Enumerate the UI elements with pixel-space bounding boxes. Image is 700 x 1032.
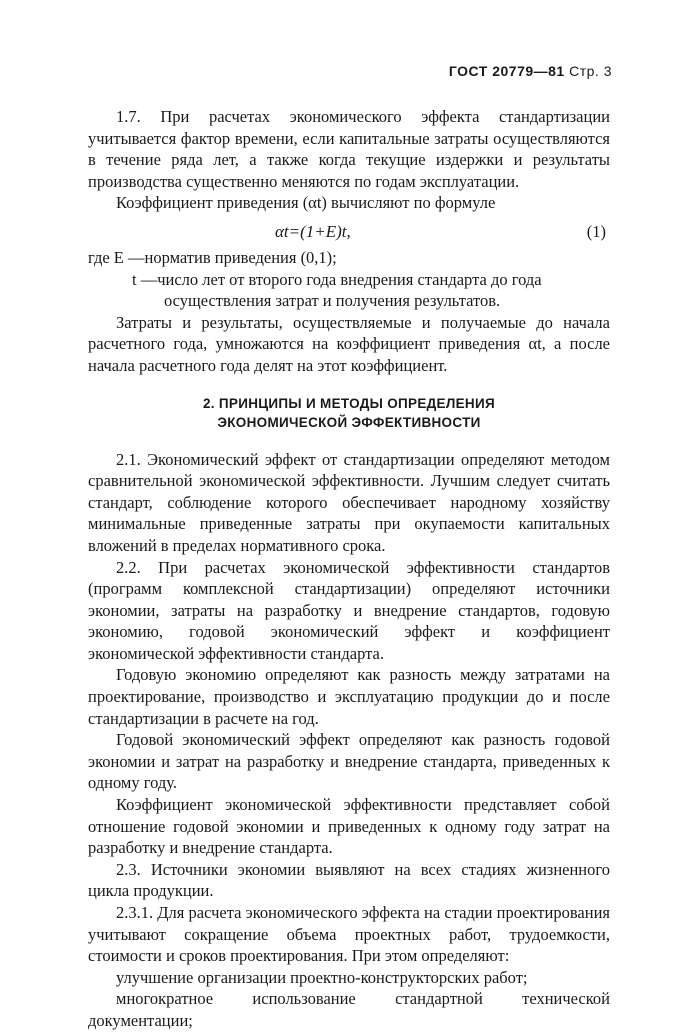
standard-number: ГОСТ 20779—81 bbox=[448, 63, 565, 79]
list-item: многократное использование стандартной технической документации; bbox=[88, 989, 610, 1030]
formula-block bbox=[88, 218, 610, 245]
section-2-title-line-1: 2. ПРИНЦИПЫ И МЕТОДЫ ОПРЕДЕЛЕНИЯ bbox=[203, 395, 495, 411]
definition-t-text: число лет от второго года внедрения стандарта до года bbox=[157, 269, 542, 289]
definition-e bbox=[88, 247, 610, 269]
definition-t bbox=[88, 269, 610, 291]
section-2-title bbox=[88, 394, 610, 432]
paragraph-2-2: 2.2. При расчетах экономической эффективности стандартов (программ комплексной стандартизации) определяют источники экономии, затраты на разработку и внедрение стандартов, годовую экономию, годовой экономический эффект и коэффициент экономической эффективности стандарта. bbox=[88, 557, 610, 663]
list-item: улучшение организации проектно-конструкторских работ; bbox=[116, 967, 528, 987]
page-number: Стр. 3 bbox=[569, 63, 612, 79]
paragraph-1-7: 1.7. При расчетах экономического эффекта стандартизации учитывается фактор времени, если капитальные затраты осуществляются в течение ряда лет, а также когда текущие издержки и результаты производства существенно меняются по годам эксплуатации. bbox=[88, 107, 610, 191]
definition-e-symbol: где E — bbox=[88, 247, 145, 267]
paragraph-2-3: 2.3. Источники экономии выявляют на всех стадиях жизненного цикла продукции. bbox=[88, 859, 610, 901]
formula-number: (1) bbox=[586, 221, 606, 241]
page-header bbox=[449, 63, 612, 79]
formula-expression: αt=(1+E)t, bbox=[275, 221, 351, 241]
definitions bbox=[88, 247, 610, 312]
section-2-title-line-2: ЭКОНОМИЧЕСКОЙ ЭФФЕКТИВНОСТИ bbox=[217, 414, 481, 430]
body-text bbox=[88, 106, 610, 1032]
paragraph-2-1: 2.1. Экономический эффект от стандартизации определяют методом сравнительной экономической эффективности. Лучшим следует считать стандарт, соблюдение которого обеспечивает народному хозяйству минимальные приведенные затраты при окупаемости капитальных вложений в пределах нормативного срока. bbox=[88, 449, 610, 555]
paragraph-coefficient-intro: Коэффициент приведения (αt) вычисляют по формуле bbox=[116, 193, 496, 213]
definition-t-symbol: t — bbox=[132, 269, 158, 289]
definition-e-text: норматив приведения (0,1); bbox=[144, 247, 337, 267]
paragraph-2-3-1: 2.3.1. Для расчета экономического эффекта на стадии проектирования учитывают сокращение объема проектных работ, трудоемкости, стоимости и сроков проектирования. При этом определяют: bbox=[88, 903, 610, 966]
paragraph-efficiency-coefficient: Коэффициент экономической эффективности представляет собой отношение годовой экономии и приведенных к одному году затрат на разработку и внедрение стандарта. bbox=[88, 795, 610, 858]
paragraph-annual-savings: Годовую экономию определяют как разность между затратами на проектирование, производство и эксплуатацию продукции до и после стандартизации в расчете на год. bbox=[88, 665, 610, 728]
paragraph-costs-results: Затраты и результаты, осуществляемые и получаемые до начала расчетного года, умножаются на коэффициент приведения αt, а после начала расчетного года делят на этот коэффициент. bbox=[88, 312, 610, 375]
definition-t-continuation: осуществления затрат и получения результатов. bbox=[164, 291, 501, 311]
paragraph-annual-effect: Годовой экономический эффект определяют как разность годовой экономии и затрат на разработку и внедрение стандарта, приведенных к одному году. bbox=[88, 730, 610, 793]
